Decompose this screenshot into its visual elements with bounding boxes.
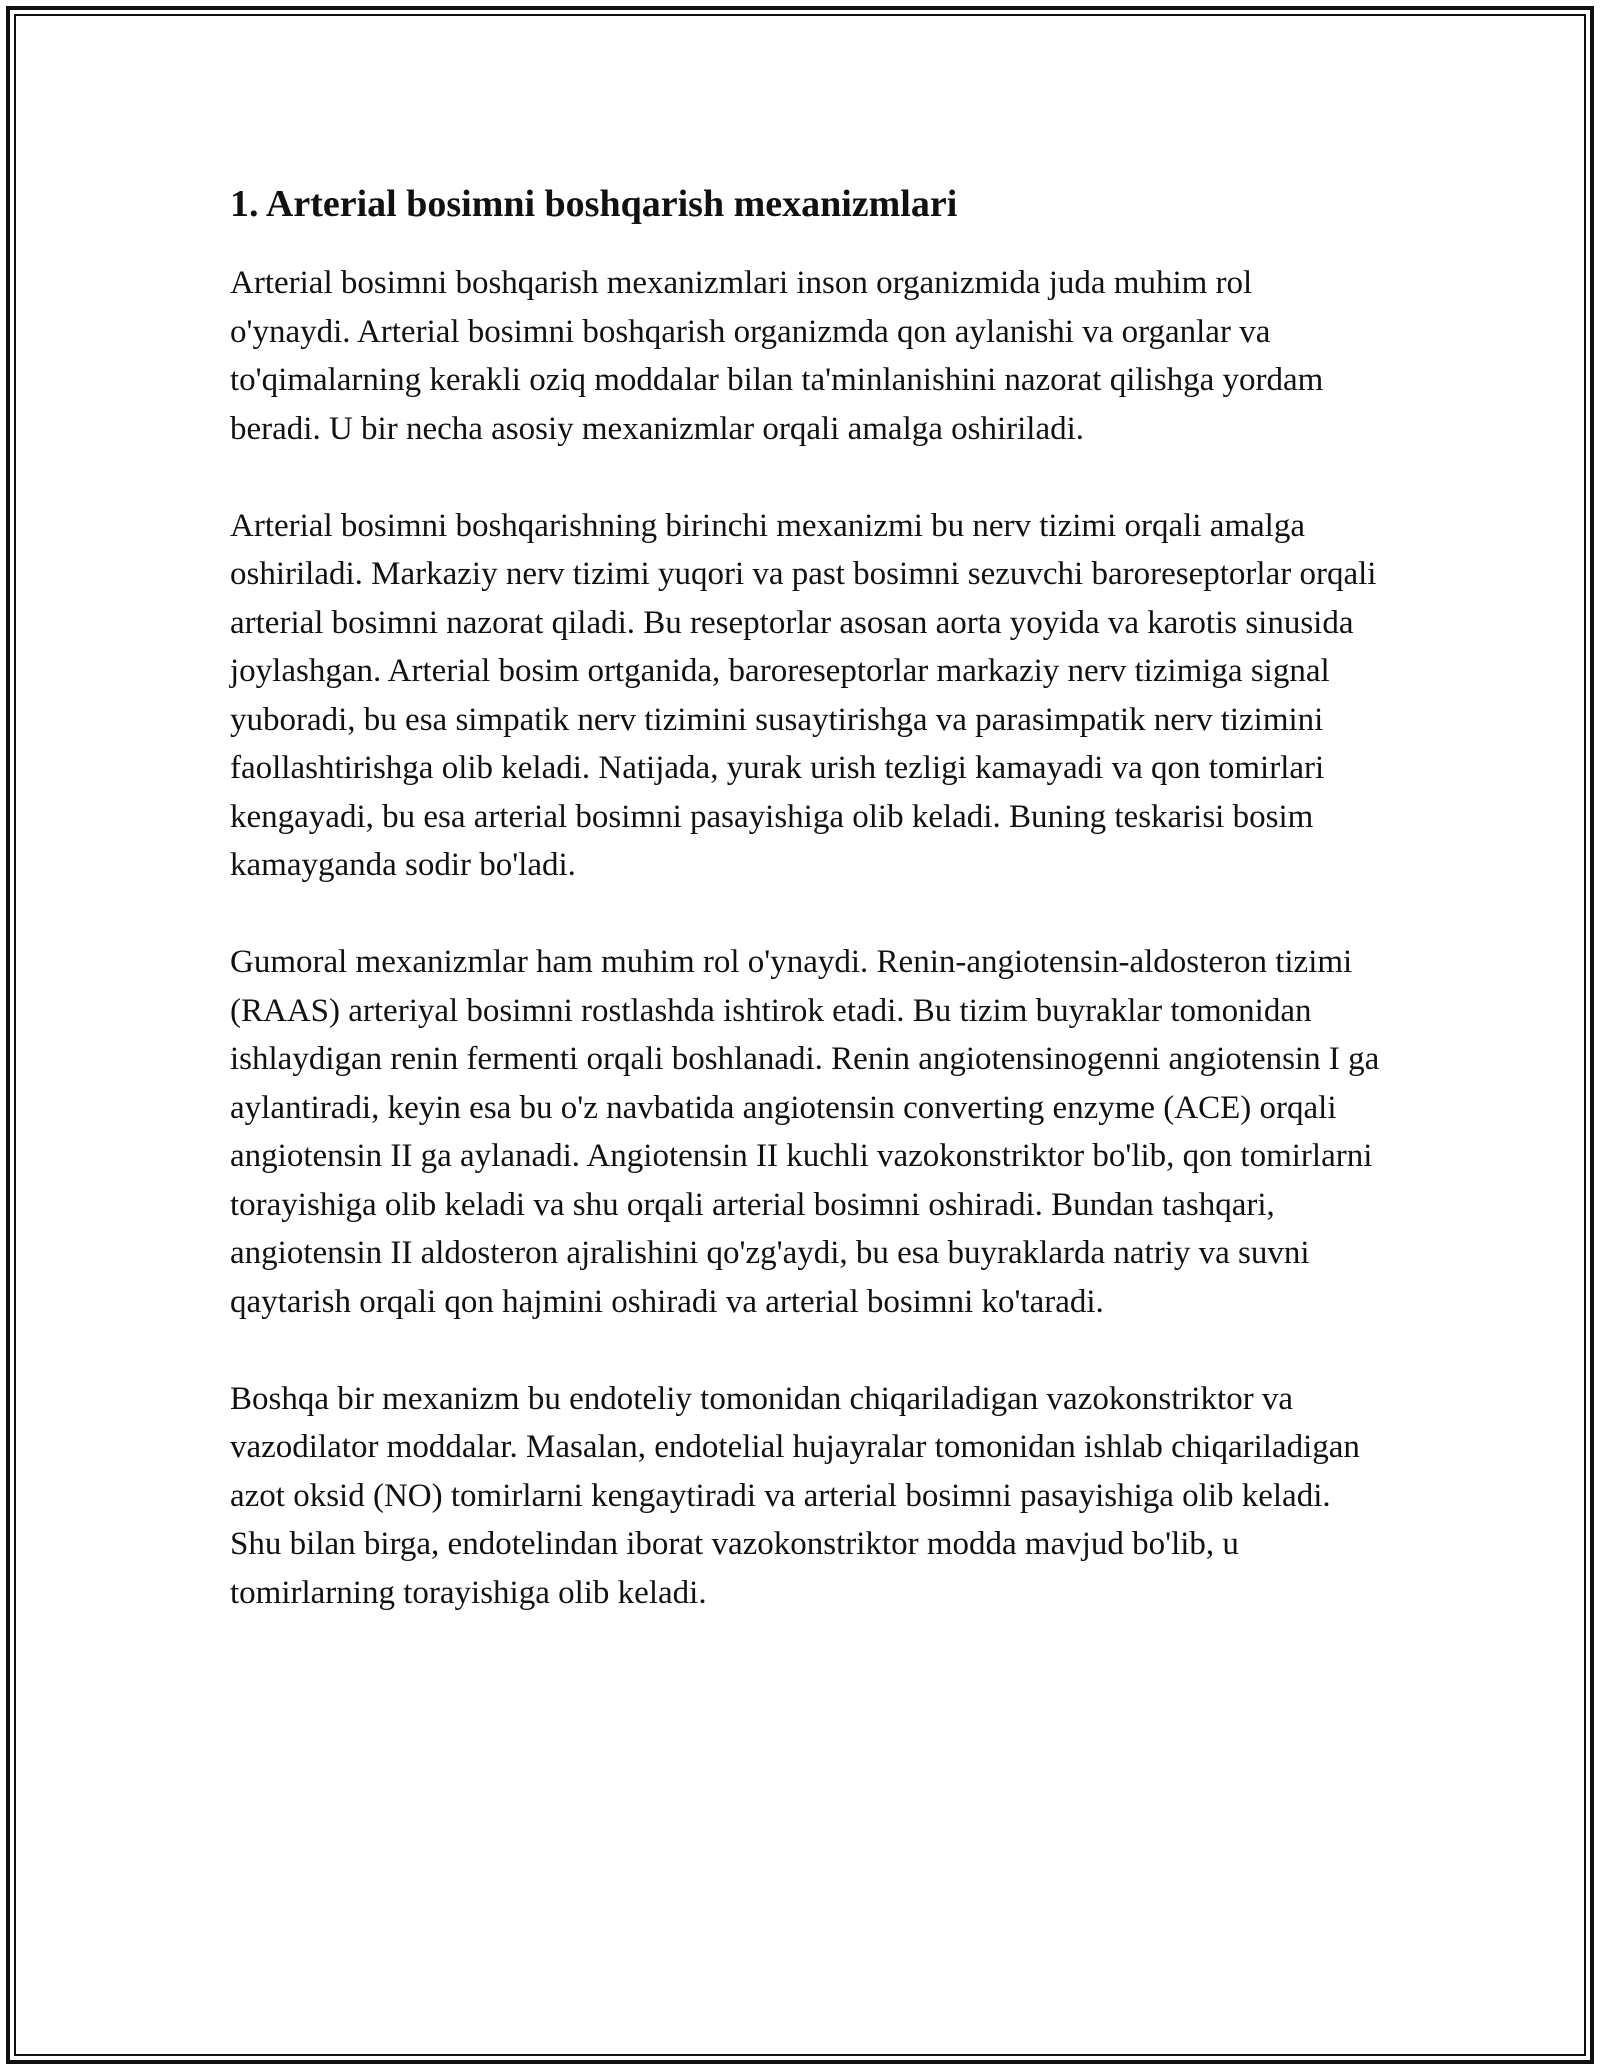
paragraph-nervous-mechanism: Arterial bosimni boshqarishning birinchi mexanizmi bu nerv tizimi orqali amalga oshiriladi. Markaziy nerv tizimi yuqori va past bosimni sezuvchi baroreseptorlar orqali arterial bosimni nazorat qiladi. Bu reseptorlar asosan aorta yoyida va karotis sinusida joylashgan. Arterial bosim ortganida, baroreseptorlar markaziy nerv tizimiga signal yuboradi, bu esa simpatik nerv tizimini susaytirishga va parasimpatik nerv tizimini faollashtirishga olib keladi. Natijada, yurak urish tezligi kamayadi va qon tomirlari kengayadi, bu esa arterial bosimni pasayishiga olib keladi. Buning teskarisi bosim kamayganda sodir bo'ladi. <box>230 507 1377 884</box>
paragraph-endothelial-mechanism: Boshqa bir mexanizm bu endoteliy tomonidan chiqariladigan vazokonstriktor va vazodilator moddalar. Masalan, endotelial hujayralar tomonidan ishlab chiqariladigan azot oksid (NO) tomirlarni kengaytiradi va arterial bosimni pasayishiga olib keladi. Shu bilan birga, endotelindan iborat vazokonstriktor modda mavjud bo'lib, u tomirlarning torayishiga olib keladi. <box>230 1380 1360 1611</box>
paragraph-humoral-mechanism: Gumoral mexanizmlar ham muhim rol o'ynaydi. Renin-angiotensin-aldosteron tizimi (RAAS) arteriyal bosimni rostlashda ishtirok etadi. Bu tizim buyraklar tomonidan ishlaydigan renin fermenti orqali boshlanadi. Renin angiotensinogenni angiotensin I ga aylantiradi, keyin esa bu o'z navbatida angiotensin converting enzyme (ACE) orqali angiotensin II ga aylanadi. Angiotensin II kuchli vazokonstriktor bo'lib, qon tomirlarni torayishiga olib keladi va shu orqali arterial bosimni oshiradi. Bundan tashqari, angiotensin II aldosteron ajralishini qo'zg'aydi, bu esa buyraklarda natriy va suvni qaytarish orqali qon hajmini oshiradi va arterial bosimni ko'taradi. <box>230 944 1380 1320</box>
document-body <box>230 180 1380 1666</box>
paragraph-intro: Arterial bosimni boshqarish mexanizmlari inson organizmida juda muhim rol o'ynaydi. Arterial bosimni boshqarish organizmda qon aylanishi va organlar va to'qimalarning kerakli oziq moddalar bilan ta'minlanishini nazorat qilishga yordam beradi. U bir necha asosiy mexanizmlar orqali amalga oshiriladi. <box>230 265 1324 447</box>
section-heading: 1. Arterial bosimni boshqarish mexanizmlari <box>230 183 958 225</box>
